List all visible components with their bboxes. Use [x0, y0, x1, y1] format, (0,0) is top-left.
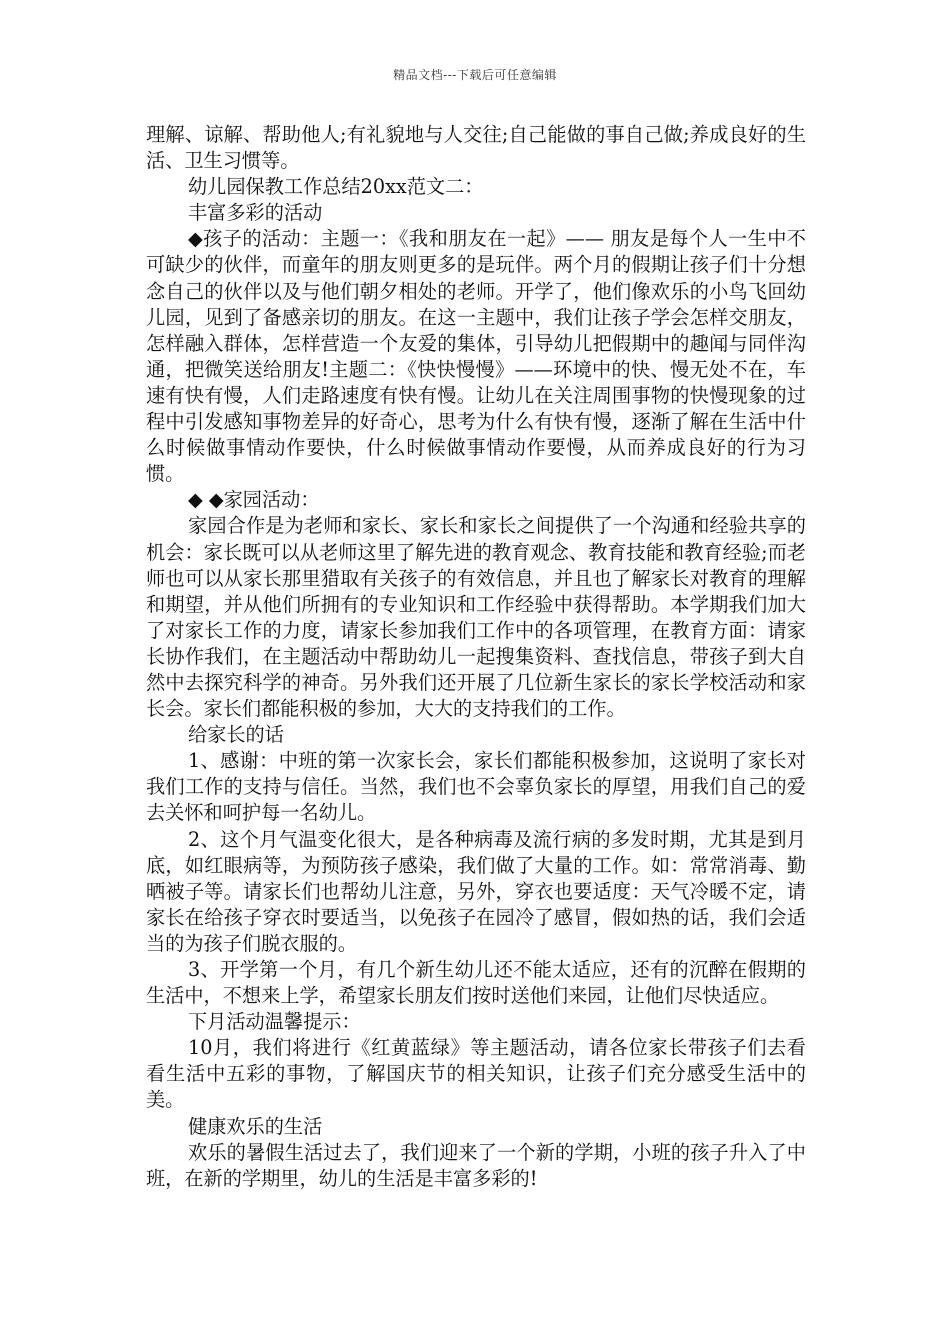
paragraph-new-students: 3、开学第一个月，有几个新生幼儿还不能太适应，还有的沉醉在假期的生活中，不想来上学，希望家长朋友们按时送他们来园，让他们尽快适应。 [146, 958, 806, 1008]
paragraph-thanks: 1、感谢：中班的第一次家长会，家长们都能积极参加，这说明了家长对我们工作的支持与信任。当然，我们也不会辜负家长的厚望，用我们自己的爱去关怀和呵护每一名幼儿。 [146, 749, 806, 825]
section-heading-to-parents: 给家长的话 [188, 723, 284, 747]
paragraph-home-school: 家园合作是为老师和家长、家长和家长之间提供了一个沟通和经验共享的机会：家长既可以从老师这里了解先进的教育观念、教育技能和教育经验;而老师也可以从家长那里猎取有关孩子的有效信息，并且也了解家长对教育的理解和期望，并从他们所拥有的专业知识和工作经验中获得帮助。本学期我们加大了对家长工作的力度，请家长参加我们工作中的各项管理，在教育方面：请家长协作我们，在主题活动中帮助幼儿一起搜集资料、查找信息，带孩子到大自然中去探究科学的神奇。另外我们还开展了几位新生家长的家长学校活动和家长会。家长们都能积极的参加，大大的支持我们的工作。 [146, 514, 806, 721]
page-header: 精品文档---下载后可任意编辑 [393, 68, 557, 82]
paragraph-weather: 2、这个月气温变化很大，是各种病毒及流行病的多发时期，尤其是到月底，如红眼病等，为预防孩子感染，我们做了大量的工作。如：常常消毒、勤晒被子等。请家长们也帮幼儿注意，另外，穿衣也要适度：天气冷暖不定，请家长在给孩子穿衣时要适当，以免孩子在园冷了感冒，假如热的话，我们会适当的为孩子们脱衣服的。 [146, 827, 806, 955]
paragraph-october: 10月，我们将进行《红黄蓝绿》等主题活动，请各位家长带孩子们去看看生活中五彩的事物，了解国庆节的相关知识，让孩子们充分感受生活中的美。 [146, 1036, 806, 1112]
section-heading-activities: 丰富多彩的活动 [188, 201, 323, 225]
section-title-model-essay: 幼儿园保教工作总结20xx范文二： [188, 175, 484, 199]
document-body [146, 122, 806, 1192]
section-heading-home-school: ◆ ◆家园活动： [188, 488, 320, 512]
section-heading-healthy-life: 健康欢乐的生活 [188, 1114, 323, 1138]
section-heading-next-month: 下月活动温馨提示： [188, 1010, 361, 1034]
paragraph-1: 理解、谅解、帮助他人;有礼貌地与人交往;自己能做的事自己做;养成良好的生活、卫生习惯等。 [146, 123, 806, 173]
paragraph-new-semester: 欢乐的暑假生活过去了，我们迎来了一个新的学期，小班的孩子升入了中班，在新的学期里，幼儿的生活是丰富多彩的! [146, 1140, 806, 1190]
paragraph-children-activities: ◆孩子的活动：主题一：《我和朋友在一起》—— 朋友是每个人一生中不可缺少的伙伴，而童年的朋友则更多的是玩伴。两个月的假期让孩子们十分想念自己的伙伴以及与他们朝夕相处的老师。开学了，他们像欢乐的小鸟飞回幼儿园，见到了备感亲切的朋友。在这一主题中，我们让孩子学会怎样交朋友，怎样融入群体，怎样营造一个友爱的集体，引导幼儿把假期中的趣闻与同伴沟通，把微笑送给朋友!主题二：《快快慢慢》——环境中的快、慢无处不在，车速有快有慢，人们走路速度有快有慢。让幼儿在关注周围事物的快慢现象的过程中引发感知事物差异的好奇心，思考为什么有快有慢，逐渐了解在生活中什么时候做事情动作要快，什么时候做事情动作要慢，从而养成良好的行为习惯。 [146, 227, 806, 486]
